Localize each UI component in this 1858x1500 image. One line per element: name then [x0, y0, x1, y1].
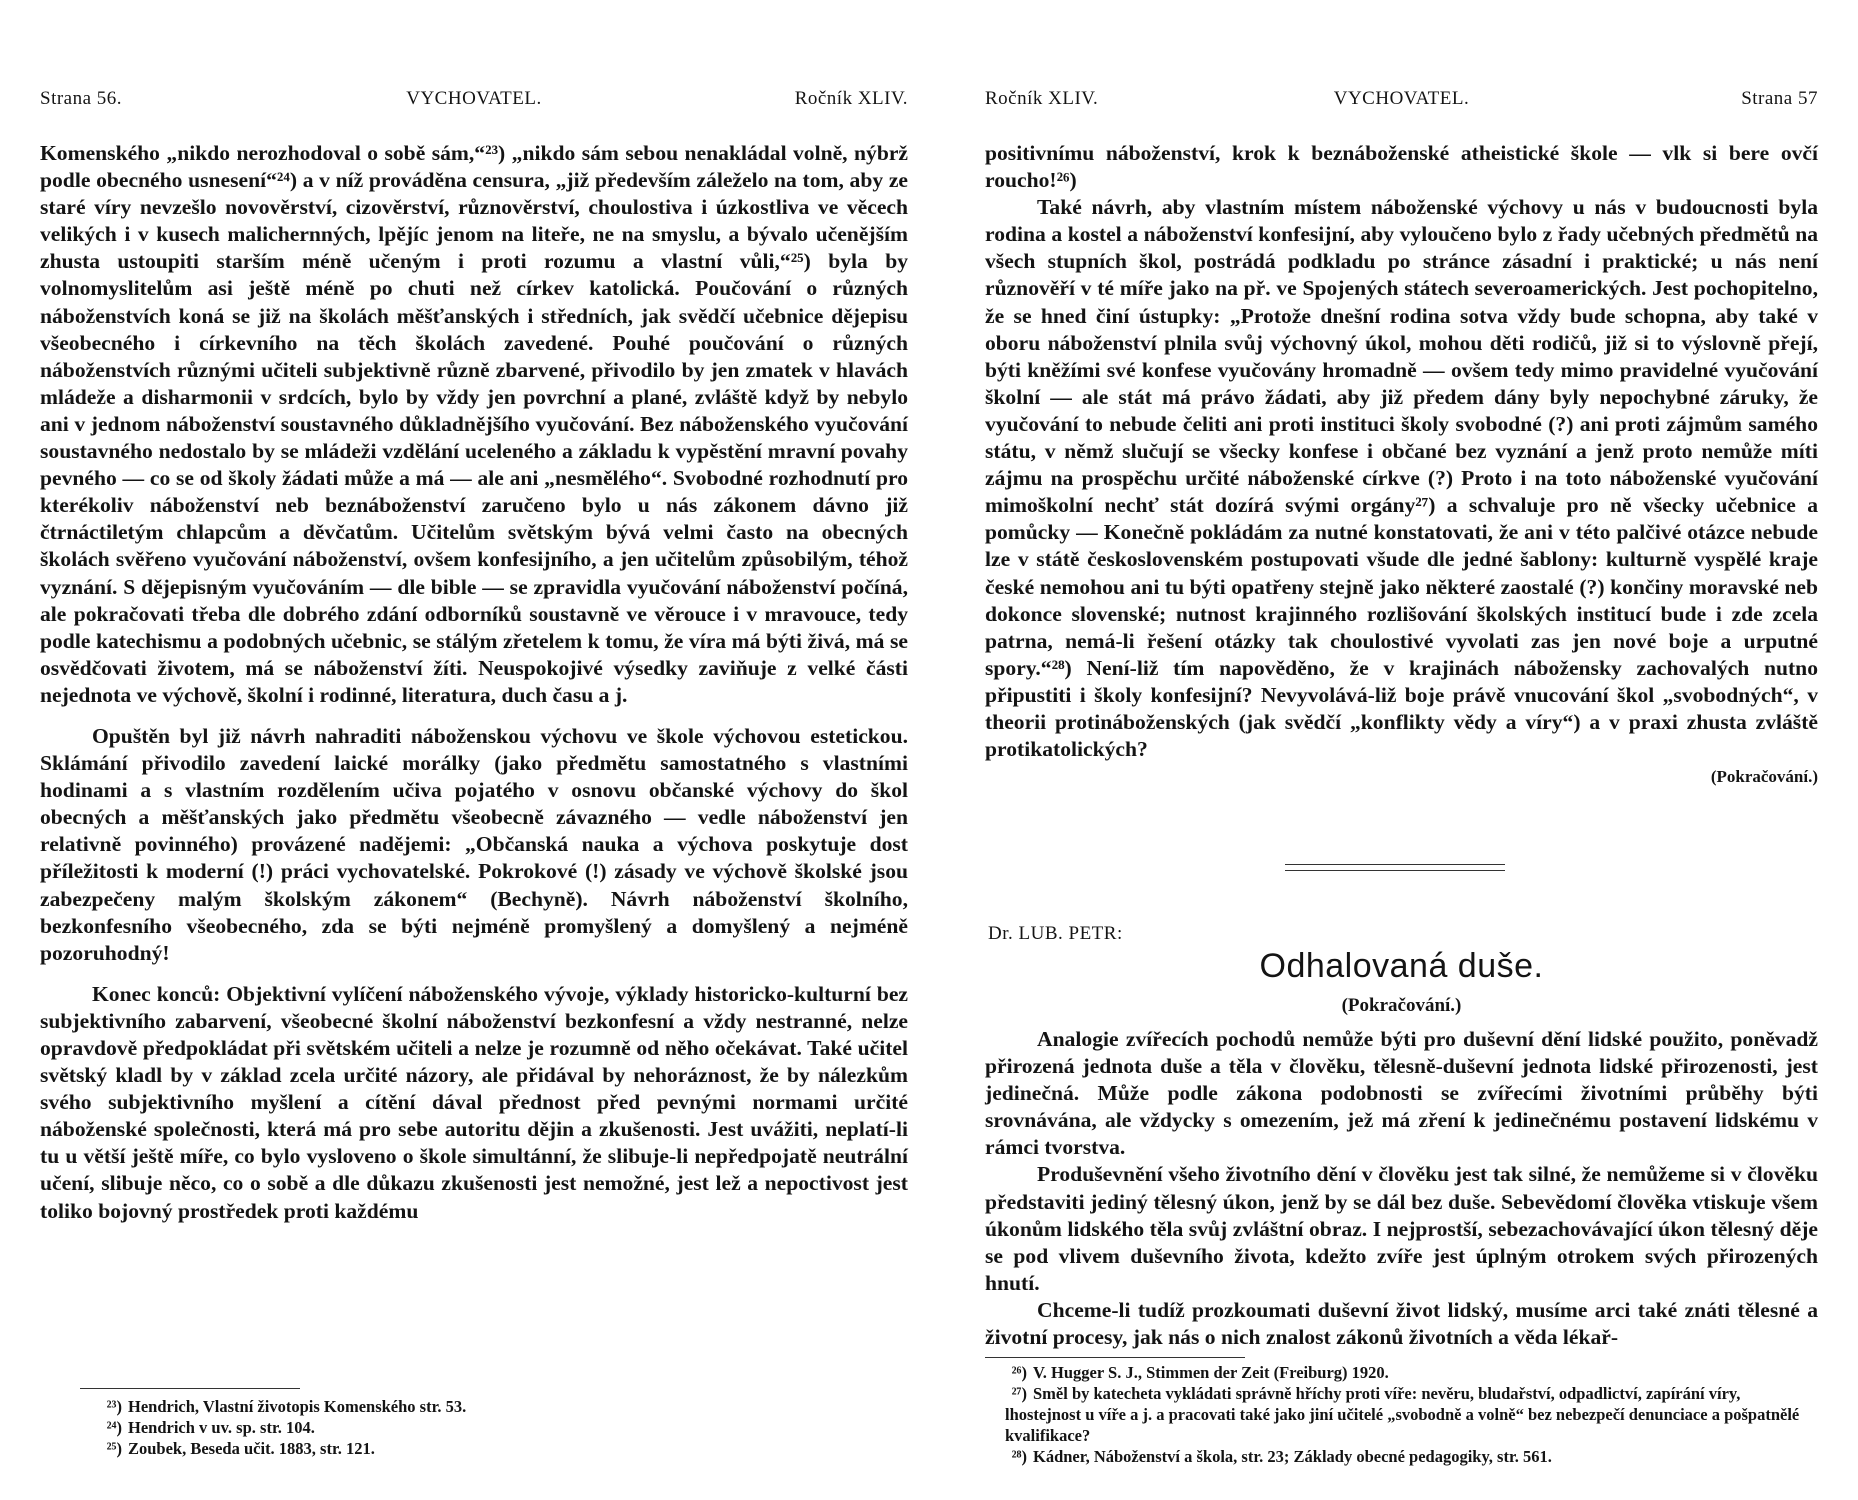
paragraph: Produševnění všeho životního dění v člověku jest tak silné, že nemůžeme si v člověku představiti jediný tělesný úkon, jenž by se dál bez duše. Sebevědomí člověka vtiskuje všem úkonům lidského těla svůj zvláštní obraz. I nejprostší, sebezachovávající úkon tělesný děje se pod vlivem duševního života, kdežto zvíře jest úplným otrokem svých přirozených hnutí. [985, 1162, 1818, 1295]
left-running-head [40, 88, 908, 118]
footnote: ²⁸) Kádner, Náboženství a škola, str. 23; Základy obecné pedagogiky, str. 561. [1011, 1447, 1552, 1466]
page-number: Strana 56. [40, 88, 123, 109]
page-number: Strana 57 [1741, 88, 1818, 109]
footnote: ²⁶) V. Hugger S. J., Stimmen der Zeit (Freiburg) 1920. [1011, 1363, 1389, 1382]
footnote-rule [985, 1357, 1245, 1358]
article-title: Odhalovaná duše. [1259, 947, 1544, 985]
footnote: ²³) Hendrich, Vlastní životopis Komenského str. 53. [106, 1397, 467, 1416]
volume-label: Ročník XLIV. [794, 88, 908, 109]
article-subtitle: (Pokračování.) [1341, 995, 1462, 1016]
article-author: Dr. LUB. PETR: [988, 923, 1123, 944]
section-separator [1285, 864, 1505, 876]
footnote: ²⁷) Směl by katecheta vykládati správně hříchy proti víře: nevěru, bludařství, odpadlictví, zapírání víry, lhostejnost u víře a j. a pracovati také jako jiní učitelé „svobodně a volně“ bez nebezpečí denunciace a pošpatnělé kvalifikace? [1005, 1384, 1800, 1445]
paragraph: Opuštěn byl již návrh nahraditi náboženskou výchovu ve škole výchovou estetickou. Sklámání přivodilo zavedení laické morálky (jako předmětu samostatného s vlastními hodinami a s vlastním rozdělením učiva pojatého v osnovu občanské výchovy do škol obecných a měšťanských jako předmětu všeobecně závazného — vedle náboženství jen relativně povinného) provázené nadějemi: „Občanská nauka a výchova poskytuje dost příležitosti k moderní (!) práci vychovatelské. Pokrokové (!) zásady ve výchově školské jsou zabezpečeny malým školským zákonem“ (Bechyně). Návrh náboženství školního, bezkonfesního všeobecného, zda se býti nejméně promyšlený a domyšlený a nejméně pozoruhodný! [40, 723, 908, 965]
right-body-text [985, 140, 1818, 790]
right-page [985, 0, 1818, 1500]
paragraph: Chceme-li tudíž prozkoumati duševní život lidský, musíme arci také znáti tělesné a životní procesy, jak nás o nich znalost zákonů životních a věda lékař- [985, 1297, 1818, 1350]
journal-title: VYCHOVATEL. [1333, 88, 1470, 109]
footnote: ²⁴) Hendrich v uv. sp. str. 104. [106, 1418, 315, 1437]
left-footnotes [100, 1396, 880, 1459]
right-running-head [985, 88, 1818, 118]
footnote: ²⁵) Zoubek, Beseda učit. 1883, str. 121. [106, 1439, 375, 1458]
volume-label: Ročník XLIV. [985, 88, 1099, 109]
left-body-text [40, 140, 908, 1225]
paragraph: Konec konců: Objektivní vylíčení náboženského vývoje, výklady historicko-kulturní bez subjektivního zabarvení, všeobecné školní náboženství bezkonfesní a vždy nestranné, nelze opravdově předpokládat při světském učiteli a nelze je rozumně od něho očekávat. Také učitel světský kladl by v základ zcela určité názory, ale přidával by nehoráznost, že by nálezkům svého subjektivního myšlení a cítění dával přednost před pevnými normami určité náboženské společnosti, která má pro sebe autoritu dějin a zkušenosti. Jest uvážiti, neplatí-li tu u větší ještě míře, co bylo vysloveno o škole simultánní, že slibuje-li nepředpojatě neutrální učení, slibuje něco, co o sobě a dle důkazu zkušenosti jest nemožné, jest lež a nepoctivost jest toliko bojovný prostředek proti každému [40, 981, 908, 1223]
paragraph: Komenského „nikdo nerozhodoval o sobě sám,“²³) „nikdo sám sebou nenakládal volně, nýbrž podle obecného usnesení“²⁴) a v níž prováděna censura, „již především záleželo na tom, aby ze staré víry nevzešlo novověrství, cizověrství, různověrství, choulostiva i úzkostliva ve věcech velikých i v kusech malichernných, lpějíc jenom na liteře, ne na smyslu, a bývalo učenějším zhusta ustoupiti starším méně učeným i proti rozumu a vlastní vůli,“²⁵) byla by volnomyslitelům asi ještě méně po chuti než církev katolická. Poučování o různých náboženstvích koná se již na školách měšťanských i středních, jak svědčí učebnice dějepisu všeobecného i církevního na těch školách zavedené. Pouhé poučování o různých náboženstvích různými učiteli subjektivně různě zbarvené, přivodilo by jen zmatek v hlavách mládeže a disharmonii v srdcích, bylo by vždy jen povrchní a plané, zvláště když by nebylo ani v jednom náboženství soustavného důkladnějšího vyučování. Bez náboženského vyučování soustavného nedostalo by se mládeži vzdělání uceleného a základu k vypěstění mravní povahy pevného — co se od školy žádati může a má — ale ani „nesmělého“. Svobodné rozhodnutí pro kterékoliv náboženství neb beznáboženství zaručeno bylo u nás zákonem dávno již čtrnáctiletým chlapcům a děvčatům. Učitelům světským bývá velmi často na obecných školách svěřeno vyučování náboženství, ovšem konfesijního, a jen učitelům způsobilým, téhož vyznání. S dějepisným vyučováním — dle bible — se zpravidla vyučování náboženství počíná, ale pokračovati třeba dle dobrého zdání odborníků soustavně ve věrouce i v mravouce, tedy podle katechismu a podobných učebnic, se stálým zřetelem k tomu, že víra má býti živá, má se osvědčovati životem, má se náboženství žíti. Neuspokojivé výsedky zaviňuje z velké části nejednota ve výchově, školní i rodinné, literatura, duch času a j. [40, 141, 908, 707]
footnote-rule [80, 1388, 300, 1389]
paragraph: Také návrh, aby vlastním místem náboženské výchovy u nás v budoucnosti byla rodina a kostel a náboženství konfesijní, aby vyloučeno bylo z řady učebných předmětů na všech stupních škol, postrádá podkladu po stránce zásadní i praktické; u nás není různověří v té míře jako na př. ve Spojených státech severoamerických. Jest pochopitelno, že se hned činí ústupky: „Protože dnešní rodina sotva vždy bude schopna, aby také v oboru náboženství plnila svůj výchovný úkol, mohou děti rodičů, již si to výslovně přejí, býti kněžími své konfese vyučovány hromadně — ovšem tedy mimo pravidelné vyučování školní — ale stát má právo žádati, aby již předem dány byly nepochybné záruky, že vyučování to nebude čeliti ani proti instituci školy svobodné (?) ani proti zájmům samého státu, v němž slučují se všecky konfese i občané bez vyznání a jenž proto nemůže míti zájmu na prospěchu určité náboženské církve (?) Proto i na toto náboženské vyučování mimoškolní nechť stát dozírá svými orgány²⁷) a schvaluje pro ně všecky učebnice a pomůcky — Konečně pokládám za nutné konstatovati, že ani v této palčivé otázce nebude lze v státě československém postupovati všude dle jedné šablony: kulturně vyspělé kraje české nemohou ani tu býti opatřeny stejně jako některé zaostalé (?) končiny moravské neb dokonce slovenské; nutnost krajinného rozlišování školských institucí bude i zde zcela patrna, nemá-li řešení otázky tak choulostivé vyvolati zas jen nové boje a urputné spory.“²⁸) Není-liž tím napověděno, že v krajinách nábožensky zachovalých nutno připustiti i školy konfesijní? Nevyvolává-liž boje právě vnucování škol „svobodných“, v theorii protináboženských (jak svědčí „konflikty vědy a víry“) a v praxi zhusta zvláště protikatolických? [985, 195, 1818, 762]
paragraph: positivnímu náboženství, krok k beznáboženské atheistické škole — vlk si bere ovčí roucho!²⁶) [985, 141, 1818, 193]
paragraph: Analogie zvířecích pochodů nemůže býti pro duševní dění lidské použito, poněvadž přirozená jednota duše a těla v člověku, tělesně-duševní jednota lidské přirozenosti, jest jedinečná. Může podle zákona podobnosti se zvířecími životními průběhy býti srovnávána, ale vždycky s omezením, jež má zření k jedinečnému postavení lidskému v rámci tvorstva. [985, 1027, 1818, 1160]
article-body-text [985, 1026, 1818, 1351]
journal-title: VYCHOVATEL. [406, 88, 542, 109]
left-page [40, 0, 908, 1500]
right-footnotes [1005, 1362, 1805, 1467]
continued-label: (Pokračování.) [1710, 767, 1818, 787]
